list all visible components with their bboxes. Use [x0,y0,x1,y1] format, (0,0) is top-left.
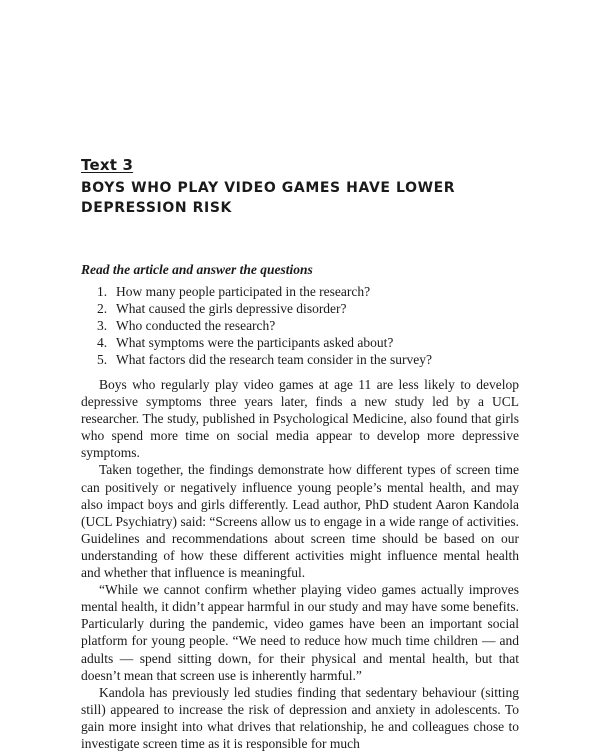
question-number: 1. [97,284,108,299]
question-text: What symptoms were the participants asked about? [116,335,394,350]
question-list [97,283,432,368]
question-item [97,317,432,334]
instructions-heading: Read the article and answer the questions [81,262,313,277]
question-text: Who conducted the research? [116,318,276,333]
question-number: 3. [97,318,108,333]
question-item [97,334,432,351]
article-paragraph: “While we cannot confirm whether playing video games actually improves mental health, it didn’t appear harmful in our study and may have some benefits. Particularly during the pandemic, video games have been an important social platform for young people. “We need to reduce how much time children — and adults — spend sitting down, for their physical and mental health, but that doesn’t mean that screen use is inherently harmful.” [81,582,519,683]
article-title: BOYS WHO PLAY VIDEO GAMES HAVE LOWER DEPRESSION RISK [81,180,456,216]
question-text: How many people participated in the research? [116,284,371,299]
question-number: 4. [97,335,108,350]
question-number: 5. [97,352,108,367]
article-paragraph: Taken together, the findings demonstrate how different types of screen time can positively or negatively influence young people’s mental health, and may also impact boys and girls differently. Lead author, PhD student Aaron Kandola (UCL Psychiatry) said: “Screens allow us to engage in a wide range of activities. Guidelines and recommendations about screen time should be based on our understanding of how these different activities might influence mental health and whether that influence is meaningful. [81,462,519,581]
question-item [97,300,432,317]
text-number-label: Text 3 [81,156,134,174]
question-item [97,283,432,300]
question-text: What factors did the research team consider in the survey? [116,352,432,367]
question-item [97,351,432,368]
question-number: 2. [97,301,108,316]
article-paragraph: Boys who regularly play video games at age 11 are less likely to develop depressive symptoms three years later, finds a new study led by a UCL researcher. The study, published in Psychological Medicine, also found that girls who spend more time on social media appear to develop more depressive symptoms. [81,377,519,461]
article-paragraph: Kandola has previously led studies finding that sedentary behaviour (sitting still) appeared to increase the risk of depression and anxiety in adolescents. To gain more insight into what drives that relationship, he and colleagues chose to investigate screen time as it is responsible for much [81,684,519,751]
article-body [81,376,519,752]
question-text: What caused the girls depressive disorder? [116,301,347,316]
